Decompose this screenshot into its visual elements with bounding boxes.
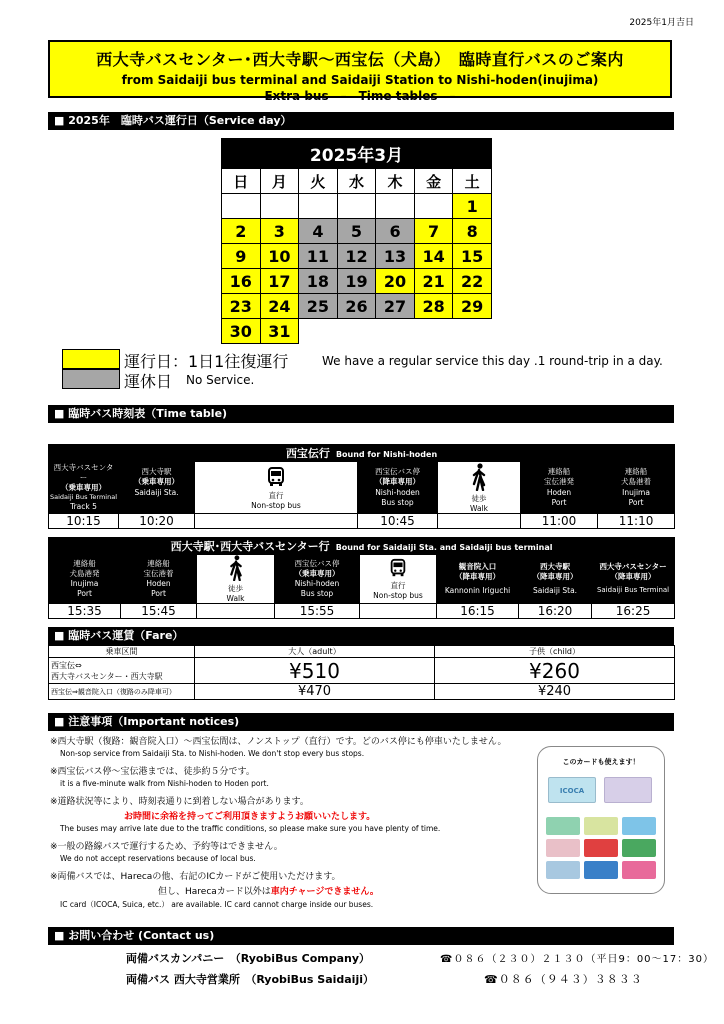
fare-row2-child: ¥240 xyxy=(435,684,675,700)
stop-name-en: Saidaiji Bus Terminal xyxy=(596,586,670,595)
ic-card-image xyxy=(584,839,618,857)
issue-date: 2025年1月吉日 xyxy=(629,18,694,28)
stop-hoden-port xyxy=(121,555,197,604)
notice-3-en: The buses may arrive late due to the traffic conditions, so please make sure you have plenty of time. xyxy=(60,824,441,833)
time: 10:45 xyxy=(358,514,438,529)
stop-track xyxy=(120,498,193,508)
contact-1-name: 両備バスカンパニー （RyobiBus Company） xyxy=(126,952,371,965)
ic-card-image xyxy=(584,861,618,879)
ic-card-image xyxy=(622,839,656,857)
notice-1-en: Non-sop service from Saidaiji Sta. to Nishi-hoden. We don't stop every bus stops. xyxy=(60,749,365,758)
time xyxy=(195,514,358,529)
time xyxy=(438,514,521,529)
notice-4-en: We do not accept reservations because of local bus. xyxy=(60,854,256,863)
calendar-day: 25 xyxy=(299,294,338,319)
bus-icon xyxy=(266,466,286,488)
fare-row2-adult: ¥470 xyxy=(195,684,435,700)
stop-note: 宝伝港発 xyxy=(544,477,574,487)
section-service-day: ■ 2025年 臨時バス運行日（Service day） xyxy=(48,112,674,130)
stop-note: （降車専用） xyxy=(532,571,578,581)
calendar-title: 2025年3月 xyxy=(222,139,492,169)
outbound-header xyxy=(49,445,675,462)
stop-nishi-hoden xyxy=(358,462,438,514)
calendar-day: 16 xyxy=(222,269,261,294)
stop-type: Port xyxy=(151,589,166,599)
calendar-day: 29 xyxy=(453,294,492,319)
outbound-header-jp: 西宝伝行 xyxy=(285,447,330,460)
stop-name: 連絡船 xyxy=(73,558,96,568)
fare-col-section: 乗車区間 xyxy=(49,646,195,658)
time xyxy=(197,604,275,619)
stop-name-en: Saidaiji Sta. xyxy=(134,487,179,497)
stop-nishi-hoden xyxy=(275,555,360,604)
nonstop-label-jp: 直行 xyxy=(390,581,406,590)
ic-card-image xyxy=(584,817,618,835)
notice-5-jp2b: 車内チャージできません。 xyxy=(270,887,379,897)
notice-5-jp2a: 但し、Harecaカード以外は xyxy=(158,887,271,897)
calendar-day: 7 xyxy=(414,219,453,244)
calendar-day: 4 xyxy=(299,219,338,244)
stop-type: Bus stop xyxy=(381,497,414,507)
notice-2-en: it is a five-minute walk from Nishi-hoden to Hoden port. xyxy=(60,779,269,788)
stop-saidaiji-bus-terminal xyxy=(592,555,675,604)
stop-kannonin-iriguchi xyxy=(437,555,519,604)
time: 11:00 xyxy=(521,514,598,529)
stop-name-en: Hoden xyxy=(146,579,171,588)
fare-row1-l1: 西宝伝⇔ xyxy=(51,660,82,670)
section-contact: ■ お問い合わせ (Contact us) xyxy=(48,927,674,945)
stop-inujima-port xyxy=(598,462,675,514)
icoca-card-image: ICOCA xyxy=(548,777,596,803)
bus-icon xyxy=(388,558,408,578)
time: 15:35 xyxy=(49,604,121,619)
legend-run-en: We have a regular service this day .1 round-trip in a day. xyxy=(322,354,663,368)
walk-label-en: Walk xyxy=(470,503,488,513)
weekday: 土 xyxy=(453,169,492,194)
calendar-day: 19 xyxy=(337,269,376,294)
section-notices: ■ 注意事項（Important notices) xyxy=(48,713,674,731)
stop-note: （降車専用） xyxy=(610,572,656,582)
stop-note: （乗車専用） xyxy=(134,477,179,487)
ic-card-image xyxy=(622,861,656,879)
stop-type: Port xyxy=(628,497,644,507)
nonstop-label-jp: 直行 xyxy=(268,490,284,500)
walk-icon xyxy=(228,555,244,581)
legend-run-swatch xyxy=(62,349,120,369)
contact-2-phone[interactable]: ☎０８６（９４３）３８３３ xyxy=(484,973,643,986)
fare-row2-section: 西宝伝⇒観音院入口（復路のみ降車可） xyxy=(49,684,195,700)
notice-2-jp: ※西宝伝バス停～宝伝港までは、徒歩約５分です。 xyxy=(50,767,255,777)
time: 16:25 xyxy=(592,604,675,619)
time: 16:15 xyxy=(437,604,519,619)
stop-note: 犬島港着 xyxy=(621,477,652,487)
nonstop-bus-cell xyxy=(360,555,437,604)
stop-name-en: Inujima xyxy=(70,579,99,588)
calendar-day: 12 xyxy=(337,244,376,269)
stop-name-en: Inujima xyxy=(622,487,650,497)
calendar-blank xyxy=(337,319,376,344)
fare-table xyxy=(48,645,675,700)
stop-name: 連絡船 xyxy=(624,467,648,477)
notice-1-jp: ※西大寺駅（復路：観音院入口）～西宝伝間は、ノンストップ（直行）です。どのバス停にも停車いたしません。 xyxy=(50,737,507,747)
ic-card-image xyxy=(546,861,580,879)
calendar-day: 13 xyxy=(376,244,415,269)
nonstop-label-en: Non-stop bus xyxy=(373,591,423,600)
time: 15:45 xyxy=(121,604,197,619)
time: 16:20 xyxy=(519,604,592,619)
time: 15:55 xyxy=(275,604,360,619)
stop-name-en: Nishi-hoden xyxy=(294,579,340,588)
calendar-day: 3 xyxy=(260,219,299,244)
notice-5-en: IC card（ICOCA, Suica, etc.） are available. IC card cannot charge inside our buses. xyxy=(60,900,374,909)
stop-note: （降車専用） xyxy=(455,571,500,581)
stop-name-en: Nishi-hoden xyxy=(375,487,420,497)
weekday: 月 xyxy=(260,169,299,194)
calendar xyxy=(221,138,492,344)
subtitle-en: Extra bus – Time tables – xyxy=(264,89,456,103)
stop-name: 観音院入口 xyxy=(458,561,497,571)
stop-type: Port xyxy=(551,497,567,507)
calendar-day: 31 xyxy=(260,319,299,344)
stop-note: （乗車専用） xyxy=(61,483,106,493)
stop-inujima-port xyxy=(49,555,121,604)
title-en: from Saidaiji bus terminal and Saidaiji Station to Nishi-hoden(inujima) xyxy=(121,73,599,87)
calendar-empty xyxy=(299,194,338,219)
calendar-day: 1 xyxy=(453,194,492,219)
nonstop-label-en: Non-stop bus xyxy=(251,500,301,510)
stop-type: Bus stop xyxy=(300,589,334,599)
fare-row1-section xyxy=(49,658,195,684)
stop-saidaiji-bus-terminal xyxy=(49,462,119,514)
contact-1-phone[interactable]: ☎０８６（２３０）２１３０（平日9：00～17：30） xyxy=(440,954,714,965)
calendar-blank xyxy=(299,319,338,344)
contact-2-name: 両備バス 西大寺営業所 （RyobiBus Saidaiji） xyxy=(126,973,374,986)
stop-name: 西大寺駅 xyxy=(540,561,570,571)
calendar-day: 20 xyxy=(376,269,415,294)
weekday: 水 xyxy=(337,169,376,194)
calendar-day: 8 xyxy=(453,219,492,244)
notices-list xyxy=(50,734,520,914)
inbound-header-jp: 西大寺駅･西大寺バスセンター行 xyxy=(170,540,330,553)
weekday: 金 xyxy=(414,169,453,194)
notice-4-jp: ※一般の路線バスで運行するため、予約等はできません。 xyxy=(50,842,283,852)
stop-name-en: Hoden xyxy=(546,487,572,497)
stop-type: Port xyxy=(77,589,92,599)
walk-label-jp: 徒歩 xyxy=(228,584,243,593)
calendar-empty xyxy=(414,194,453,219)
calendar-day: 11 xyxy=(299,244,338,269)
stop-name: 西大寺駅 xyxy=(141,467,172,477)
calendar-day: 17 xyxy=(260,269,299,294)
nonstop-bus-cell xyxy=(195,462,358,514)
calendar-blank xyxy=(414,319,453,344)
walk-cell xyxy=(438,462,521,514)
stop-note: 宝伝港着 xyxy=(143,568,174,578)
ic-cards-title: このカードも使えます！ xyxy=(562,758,640,766)
calendar-day: 28 xyxy=(414,294,453,319)
calendar-day: 9 xyxy=(222,244,261,269)
stop-track: Track 5 xyxy=(70,502,97,511)
ic-cards-panel xyxy=(537,746,665,894)
notice-5-jp2 xyxy=(50,884,520,899)
calendar-empty xyxy=(376,194,415,219)
stop-name: 西宝伝バス停 xyxy=(294,558,340,568)
legend-norun-swatch xyxy=(62,369,120,389)
stop-name: 西大寺バスセンター xyxy=(53,462,114,482)
legend-norun-jp: 運休日 xyxy=(124,372,173,391)
calendar-day: 18 xyxy=(299,269,338,294)
stop-name-en: Saidaiji Bus Terminal xyxy=(50,493,118,502)
calendar-day: 24 xyxy=(260,294,299,319)
calendar-blank xyxy=(376,319,415,344)
ic-card-image xyxy=(622,817,656,835)
stop-name: 連絡船 xyxy=(147,558,170,568)
stop-hoden-port xyxy=(521,462,598,514)
calendar-empty xyxy=(222,194,261,219)
calendar-day: 22 xyxy=(453,269,492,294)
calendar-day: 26 xyxy=(337,294,376,319)
calendar-day: 27 xyxy=(376,294,415,319)
calendar-day: 10 xyxy=(260,244,299,269)
section-fare: ■ 臨時バス運賃（Fare） xyxy=(48,627,674,645)
calendar-day: 5 xyxy=(337,219,376,244)
calendar-empty xyxy=(260,194,299,219)
fare-col-adult: 大人（adult） xyxy=(195,646,435,658)
section-timetable: ■ 臨時バス時刻表（Time table) xyxy=(48,405,674,423)
walk-label-en: Walk xyxy=(226,594,245,603)
timetable-inbound xyxy=(48,537,675,619)
stop-note: 犬島港発 xyxy=(69,568,100,578)
stop-name: 連絡船 xyxy=(547,467,571,477)
fare-row1-adult: ¥510 xyxy=(195,658,435,684)
stop-note: （乗車専用） xyxy=(294,568,340,578)
calendar-empty xyxy=(337,194,376,219)
legend-norun-en: No Service. xyxy=(186,373,255,387)
calendar-day: 30 xyxy=(222,319,261,344)
walk-icon xyxy=(471,463,487,491)
inbound-header-en: Bound for Saidaiji Sta. and Saidaiji bus terminal xyxy=(335,543,553,552)
weekday: 火 xyxy=(299,169,338,194)
ic-card-image xyxy=(546,839,580,857)
weekday: 日 xyxy=(222,169,261,194)
walk-label-jp: 徒歩 xyxy=(471,493,487,503)
calendar-blank xyxy=(453,319,492,344)
stop-name-en: Kannonin Iriguchi xyxy=(444,586,511,596)
time: 11:10 xyxy=(598,514,675,529)
stop-saidaiji-station xyxy=(119,462,195,514)
stop-name: 西大寺バスセンター xyxy=(599,562,667,572)
notice-3-jp: ※道路状況等により、時刻表通りに到着しない場合があります。 xyxy=(50,797,309,807)
calendar-day: 2 xyxy=(222,219,261,244)
stop-saidaiji-station xyxy=(519,555,592,604)
title-jp: 西大寺バスセンター･西大寺駅～西宝伝（犬島） 臨時直行バスのご案内 xyxy=(96,50,624,69)
stop-note: （降車専用） xyxy=(375,477,420,487)
inbound-header xyxy=(49,538,675,555)
stop-name: 西宝伝バス停 xyxy=(375,467,420,477)
notice-3-red: お時間に余裕を持ってご利用頂きますようお願いいたします。 xyxy=(124,812,376,822)
time xyxy=(360,604,437,619)
hareca-card-image xyxy=(604,777,652,803)
ic-card-image xyxy=(546,817,580,835)
notice-5-jp: ※両備バスでは、Harecaの他、右記のICカードがご使用いただけます。 xyxy=(50,872,341,882)
title-banner xyxy=(48,40,672,103)
legend-run-jp: 運行日：1日1往復運行 xyxy=(124,352,289,371)
calendar-day: 14 xyxy=(414,244,453,269)
calendar-day: 6 xyxy=(376,219,415,244)
calendar-day: 23 xyxy=(222,294,261,319)
weekday: 木 xyxy=(376,169,415,194)
timetable-outbound xyxy=(48,444,675,529)
fare-col-child: 子供（child） xyxy=(435,646,675,658)
calendar-day: 21 xyxy=(414,269,453,294)
time: 10:15 xyxy=(49,514,119,529)
time: 10:20 xyxy=(119,514,195,529)
calendar-day: 15 xyxy=(453,244,492,269)
fare-row1-child: ¥260 xyxy=(435,658,675,684)
walk-cell xyxy=(197,555,275,604)
stop-name-en: Saidaiji Sta. xyxy=(532,586,578,596)
outbound-header-en: Bound for Nishi-hoden xyxy=(335,450,438,459)
fare-row1-l2: 西大寺バスセンター・西大寺駅 xyxy=(51,671,163,681)
